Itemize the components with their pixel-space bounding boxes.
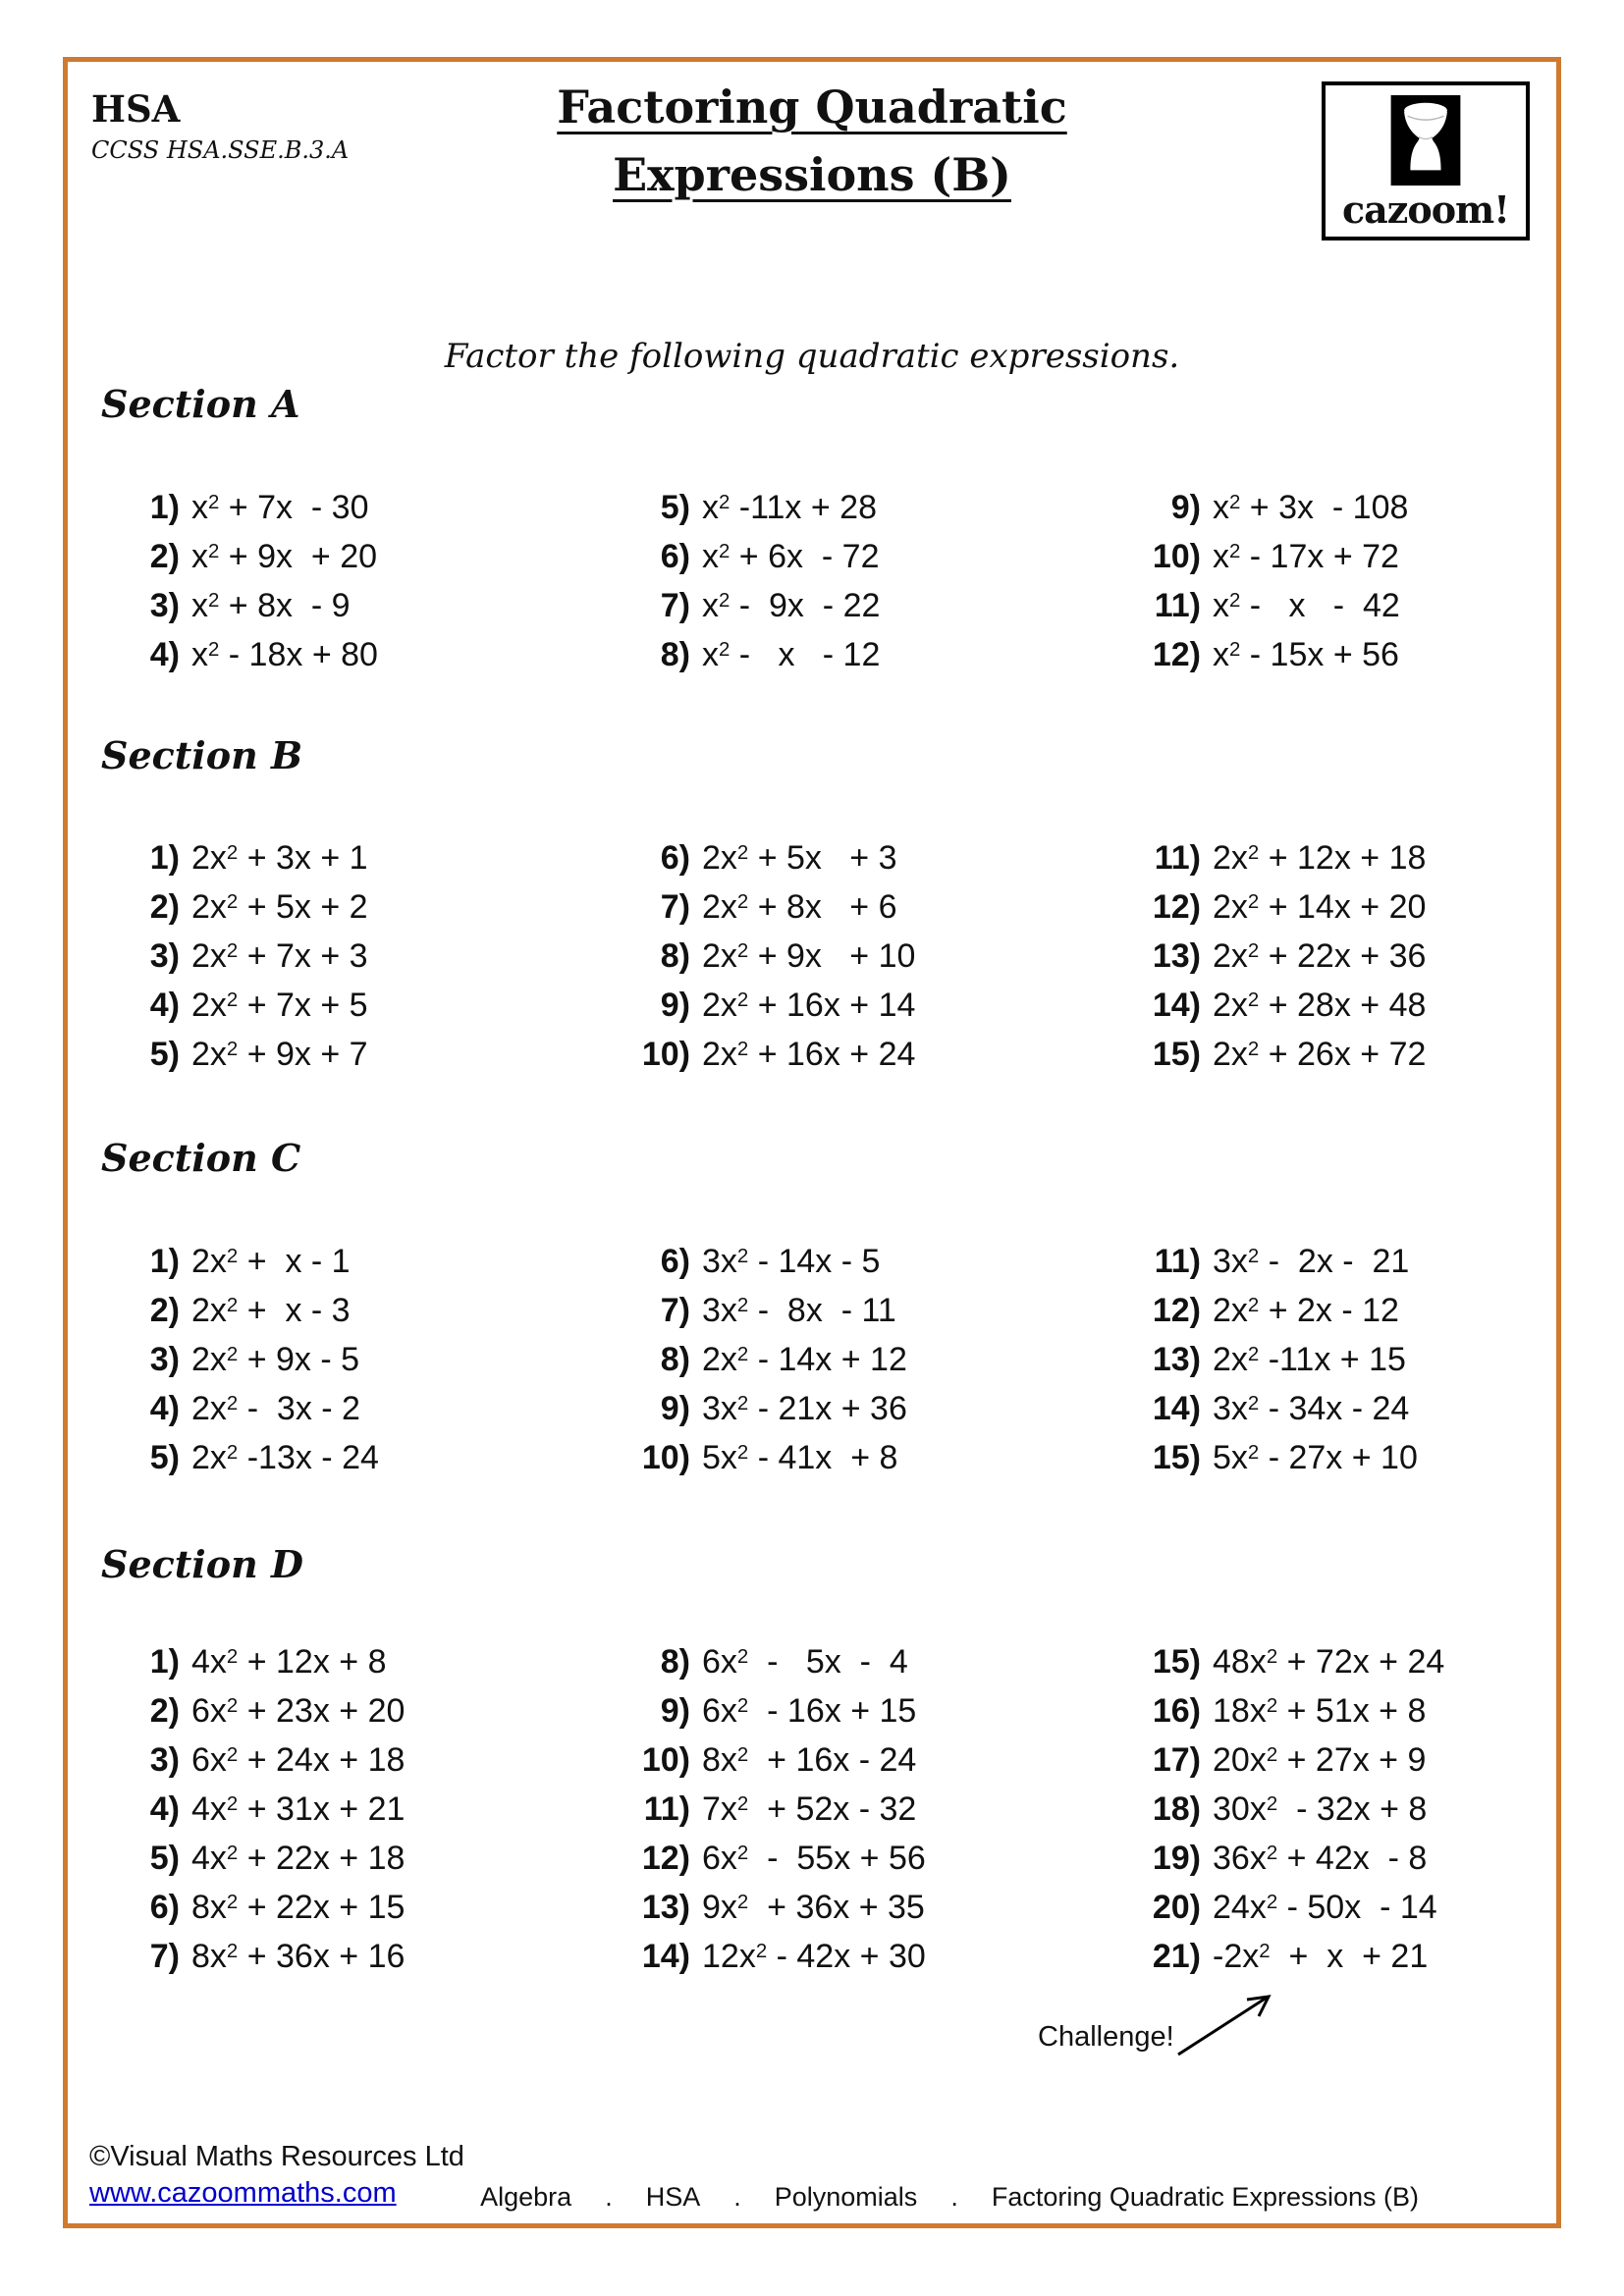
question-item: [1138, 1686, 1560, 1735]
exponent-2: 2: [1247, 1038, 1260, 1060]
question-expression: $3x^2 - 14x - 5$: [702, 1242, 881, 1280]
section-b-label: Section B: [101, 733, 303, 777]
question-item: [1138, 1286, 1560, 1335]
question-item: [117, 1686, 627, 1735]
question-number: 7): [660, 586, 690, 624]
question-item: [1138, 581, 1560, 630]
question-expression: $6x^2 + 24x + 18$: [191, 1740, 406, 1779]
question-item: [627, 1834, 1138, 1883]
question-number: 8): [660, 936, 690, 975]
question-number: 14): [1152, 986, 1201, 1024]
question-expression: $x^2$ -11x + 28: [702, 488, 877, 526]
section-a-label: Section A: [101, 382, 300, 426]
question-item: [627, 483, 1138, 532]
title-line-2: Expressions (B): [613, 148, 1011, 201]
question-number: 5): [149, 1035, 180, 1073]
question-item: [1138, 1433, 1560, 1482]
question-item: [1138, 1932, 1560, 1981]
question-number: 15): [1152, 1642, 1201, 1681]
exponent-2: 2: [1229, 491, 1241, 513]
exponent-2: 2: [719, 491, 731, 513]
question-expression: $8x^2 + 36x + 16$: [191, 1937, 406, 1975]
question-item: [117, 932, 627, 981]
question-item: [627, 1286, 1138, 1335]
question-item: [627, 1384, 1138, 1433]
page-border-frame: [63, 57, 1561, 2228]
exponent-2: 2: [736, 1392, 749, 1415]
question-item: [1138, 483, 1560, 532]
question-item: [117, 483, 627, 532]
exponent-2: 2: [226, 1645, 239, 1668]
question-expression: $8x^2 + 16x - 24$: [702, 1740, 917, 1779]
question-expression: $2x^2 + x - 1$: [191, 1242, 351, 1280]
question-item: [627, 1335, 1138, 1384]
question-item: [117, 1433, 627, 1482]
exponent-2: 2: [736, 1891, 749, 1913]
question-number: 4): [149, 1389, 180, 1427]
question-expression: $2x^2 + 3x + 1$: [191, 838, 368, 877]
exponent-2: 2: [226, 988, 239, 1011]
exponent-2: 2: [736, 1792, 749, 1815]
question-number: 5): [660, 488, 690, 526]
question-item: [627, 932, 1138, 981]
question-number: 10): [641, 1740, 690, 1779]
question-item: [1138, 1785, 1560, 1834]
exponent-2: 2: [226, 1842, 239, 1864]
question-item: [1138, 932, 1560, 981]
question-expression: $6x^2 + 23x + 20$: [191, 1691, 406, 1730]
question-item: [627, 1686, 1138, 1735]
exponent-2: 2: [1247, 1245, 1260, 1267]
question-expression: $x^2 - 9x - 22$: [702, 586, 881, 624]
question-item: [1138, 1384, 1560, 1433]
question-expression: $x^2 + 7x - 30$: [191, 488, 369, 526]
section-a-items: [117, 483, 1560, 679]
question-item: [627, 581, 1138, 630]
question-expression: $x^2 + 9x + 20$: [191, 537, 378, 575]
exponent-2: 2: [1247, 1392, 1260, 1415]
exponent-2: 2: [719, 589, 731, 612]
exponent-2: 2: [736, 1842, 749, 1864]
exponent-2: 2: [208, 540, 220, 562]
exponent-2: 2: [736, 1694, 749, 1717]
question-item: [117, 1932, 627, 1981]
exponent-2: 2: [1229, 589, 1241, 612]
question-number: 1): [149, 488, 180, 526]
exponent-2: 2: [736, 1245, 749, 1267]
question-expression: $2x^2 + 7x + 3$: [191, 936, 368, 975]
question-expression: $18x^2 + 51x + 8$: [1213, 1691, 1427, 1730]
question-item: [1138, 1637, 1560, 1686]
question-item: [117, 532, 627, 581]
exponent-2: 2: [1247, 1441, 1260, 1464]
question-number: 2): [149, 537, 180, 575]
question-expression: $2x^2 + 9x - 5$: [191, 1340, 360, 1378]
exponent-2: 2: [1247, 890, 1260, 913]
exponent-2: 2: [226, 890, 239, 913]
question-number: 10): [1152, 537, 1201, 575]
question-number: 10): [641, 1035, 690, 1073]
question-number: 2): [149, 887, 180, 926]
question-item: [627, 882, 1138, 932]
question-expression: $4x^2 + 31x + 21$: [191, 1789, 406, 1828]
question-number: 3): [149, 1340, 180, 1378]
exponent-2: 2: [226, 1038, 239, 1060]
question-number: 12): [641, 1839, 690, 1877]
question-expression: $2x^2 + 14x + 20$: [1213, 887, 1427, 926]
question-number: 14): [1152, 1389, 1201, 1427]
exponent-2: 2: [736, 1294, 749, 1316]
question-expression: $3x^2 - 34x - 24$: [1213, 1389, 1410, 1427]
exponent-2: 2: [226, 939, 239, 962]
exponent-2: 2: [1247, 1294, 1260, 1316]
website-link[interactable]: www.cazoommaths.com: [89, 2177, 397, 2209]
exponent-2: 2: [1266, 1842, 1278, 1864]
question-expression: $x^2 - 15x + 56$: [1213, 635, 1399, 673]
exponent-2: 2: [226, 1940, 239, 1962]
exponent-2: 2: [208, 638, 220, 661]
question-expression: $2x^2 + 8x + 6$: [702, 887, 897, 926]
exponent-2: 2: [736, 1038, 749, 1060]
question-item: [117, 981, 627, 1030]
question-item: [117, 1286, 627, 1335]
exponent-2: 2: [226, 1891, 239, 1913]
question-expression: $3x^2 - 2x - 21$: [1213, 1242, 1410, 1280]
question-expression: $2x^2 - 14x + 12$: [702, 1340, 907, 1378]
challenge-label: Challenge!: [1038, 2021, 1174, 2053]
question-number: 8): [660, 1642, 690, 1681]
question-expression: $2x^2 + 26x + 72$: [1213, 1035, 1427, 1073]
section-d-items: [117, 1637, 1560, 1981]
question-expression: $9x^2 + 36x + 35$: [702, 1888, 925, 1926]
exponent-2: 2: [226, 1694, 239, 1717]
question-number: 12): [1152, 887, 1201, 926]
question-expression: $2x^2 + 5x + 3$: [702, 838, 897, 877]
question-expression: $2x^2 + 16x + 14$: [702, 986, 916, 1024]
question-expression: $-2x^2 + x + 21$: [1213, 1937, 1429, 1975]
question-item: [117, 1237, 627, 1286]
question-number: 4): [149, 986, 180, 1024]
question-item: [117, 833, 627, 882]
question-expression: $2x^2 + 2x - 12$: [1213, 1291, 1399, 1329]
question-number: 7): [660, 1291, 690, 1329]
question-item: [627, 1932, 1138, 1981]
question-item: [1138, 882, 1560, 932]
question-number: 1): [149, 1242, 180, 1280]
question-item: [627, 1433, 1138, 1482]
exponent-2: 2: [736, 1645, 749, 1668]
question-expression: $6x^2 - 5x - 4$: [702, 1642, 908, 1681]
exponent-2: 2: [226, 1743, 239, 1766]
question-number: 19): [1152, 1839, 1201, 1877]
question-number: 4): [149, 635, 180, 673]
question-item: [627, 1237, 1138, 1286]
section-c-label: Section C: [101, 1136, 301, 1180]
question-number: 6): [660, 1242, 690, 1280]
question-number: 7): [149, 1937, 180, 1975]
question-expression: $2x^2 + 28x + 48$: [1213, 986, 1427, 1024]
question-expression: $2x^2 + 5x + 2$: [191, 887, 368, 926]
exponent-2: 2: [1266, 1792, 1278, 1815]
exponent-2: 2: [226, 1392, 239, 1415]
question-expression: $2x^2 + 16x + 24$: [702, 1035, 916, 1073]
exponent-2: 2: [1266, 1694, 1278, 1717]
question-expression: $6x^2 - 55x + 56$: [702, 1839, 926, 1877]
exponent-2: 2: [226, 1441, 239, 1464]
question-number: 6): [660, 537, 690, 575]
exponent-2: 2: [1247, 939, 1260, 962]
exponent-2: 2: [226, 1294, 239, 1316]
exponent-2: 2: [226, 1343, 239, 1365]
exponent-2: 2: [208, 589, 220, 612]
breadcrumb: [480, 2182, 1419, 2213]
question-expression: $12x^2 - 42x + 30$: [702, 1937, 926, 1975]
question-expression: $x^2 + 3x - 108$: [1213, 488, 1409, 526]
exponent-2: 2: [736, 1441, 749, 1464]
breadcrumb-separator: .: [950, 2182, 958, 2212]
question-number: 2): [149, 1291, 180, 1329]
breadcrumb-separator: .: [733, 2182, 741, 2212]
question-item: [117, 1735, 627, 1785]
question-expression: $3x^2 - 21x + 36$: [702, 1389, 907, 1427]
question-number: 2): [149, 1691, 180, 1730]
question-item: [117, 1030, 627, 1079]
question-expression: $3x^2 - 8x - 11$: [702, 1291, 896, 1329]
question-expression: $x^2 - 18x + 80$: [191, 635, 378, 673]
question-number: 11): [1154, 1242, 1201, 1280]
exponent-2: 2: [719, 540, 731, 562]
question-number: 13): [1152, 936, 1201, 975]
question-item: [627, 532, 1138, 581]
exponent-2: 2: [719, 638, 731, 661]
exponent-2: 2: [736, 890, 749, 913]
question-item: [117, 882, 627, 932]
question-expression: $x^2 - 17x + 72$: [1213, 537, 1399, 575]
question-number: 11): [643, 1789, 690, 1828]
cazoom-logo: [1322, 81, 1530, 240]
breadcrumb-item: HSA: [645, 2182, 701, 2212]
question-item: [627, 630, 1138, 679]
exponent-2: 2: [736, 1343, 749, 1365]
question-expression: $6x^2 - 16x + 15$: [702, 1691, 917, 1730]
question-expression: $x^2 + 8x - 9$: [191, 586, 351, 624]
question-expression: $4x^2 + 12x + 8$: [191, 1642, 387, 1681]
question-number: 9): [660, 1389, 690, 1427]
question-number: 14): [641, 1937, 690, 1975]
question-item: [117, 1883, 627, 1932]
question-number: 18): [1152, 1789, 1201, 1828]
question-expression: $x^2$ - x - 12: [702, 635, 881, 673]
question-item: [1138, 1883, 1560, 1932]
section-c-items: [117, 1237, 1560, 1482]
question-number: 6): [660, 838, 690, 877]
question-item: [117, 1834, 627, 1883]
question-expression: $x^2 + 6x - 72$: [702, 537, 880, 575]
question-item: [627, 1735, 1138, 1785]
challenge-arrow-icon: [1172, 1984, 1288, 2064]
question-item: [1138, 1335, 1560, 1384]
exponent-2: 2: [208, 491, 220, 513]
question-item: [627, 833, 1138, 882]
question-number: 8): [660, 1340, 690, 1378]
question-number: 11): [1154, 838, 1201, 877]
question-expression: $2x^2$ -13x - 24: [191, 1438, 379, 1476]
question-number: 1): [149, 1642, 180, 1681]
question-expression: $x^2$ - x - 42: [1213, 586, 1400, 624]
question-expression: $2x^2$ -11x + 15: [1213, 1340, 1406, 1378]
breadcrumb-item: Algebra: [480, 2182, 572, 2212]
exponent-2: 2: [1229, 638, 1241, 661]
exponent-2: 2: [1229, 540, 1241, 562]
title-line-1: Factoring Quadratic: [557, 80, 1067, 133]
exponent-2: 2: [736, 988, 749, 1011]
question-number: 8): [660, 635, 690, 673]
exponent-2: 2: [1259, 1940, 1271, 1962]
question-number: 3): [149, 586, 180, 624]
question-expression: $8x^2 + 22x + 15$: [191, 1888, 406, 1926]
question-item: [627, 1785, 1138, 1834]
question-item: [117, 1637, 627, 1686]
exponent-2: 2: [736, 841, 749, 864]
breadcrumb-item: Factoring Quadratic Expressions (B): [991, 2182, 1419, 2212]
question-item: [117, 1335, 627, 1384]
exponent-2: 2: [736, 1743, 749, 1766]
question-number: 15): [1152, 1438, 1201, 1476]
question-number: 20): [1152, 1888, 1201, 1926]
question-number: 15): [1152, 1035, 1201, 1073]
section-d-label: Section D: [101, 1542, 303, 1586]
question-number: 7): [660, 887, 690, 926]
question-number: 21): [1152, 1937, 1201, 1975]
question-number: 5): [149, 1839, 180, 1877]
question-number: 9): [1170, 488, 1201, 526]
question-item: [117, 581, 627, 630]
question-number: 9): [660, 1691, 690, 1730]
question-item: [117, 1384, 627, 1433]
question-expression: $48x^2 + 72x + 24$: [1213, 1642, 1445, 1681]
question-expression: $2x^2 + x - 3$: [191, 1291, 351, 1329]
standard-code: CCSS HSA.SSE.B.3.A: [91, 136, 350, 164]
question-item: [1138, 981, 1560, 1030]
question-expression: $4x^2 + 22x + 18$: [191, 1839, 406, 1877]
question-item: [627, 981, 1138, 1030]
question-expression: $2x^2 - 3x - 2$: [191, 1389, 360, 1427]
question-expression: $2x^2 + 9x + 7$: [191, 1035, 368, 1073]
exponent-2: 2: [226, 1792, 239, 1815]
question-item: [1138, 630, 1560, 679]
question-expression: $36x^2 + 42x - 8$: [1213, 1839, 1428, 1877]
question-number: 9): [660, 986, 690, 1024]
question-item: [1138, 1834, 1560, 1883]
question-item: [627, 1030, 1138, 1079]
question-expression: $5x^2 - 41x + 8$: [702, 1438, 898, 1476]
breadcrumb-separator: .: [605, 2182, 613, 2212]
cazoom-logo-text: cazoom!: [1342, 187, 1509, 232]
question-number: 6): [149, 1888, 180, 1926]
question-item: [1138, 532, 1560, 581]
question-expression: $20x^2 + 27x + 9$: [1213, 1740, 1427, 1779]
breadcrumb-item: Polynomials: [774, 2182, 918, 2212]
exponent-2: 2: [1266, 1743, 1278, 1766]
question-number: 10): [641, 1438, 690, 1476]
question-item: [627, 1637, 1138, 1686]
question-item: [117, 1785, 627, 1834]
question-expression: $5x^2 - 27x + 10$: [1213, 1438, 1418, 1476]
question-item: [1138, 833, 1560, 882]
instructions-text: Factor the following quadratic expressions.: [444, 337, 1180, 376]
exponent-2: 2: [226, 1245, 239, 1267]
question-expression: $2x^2 + 9x + 10$: [702, 936, 916, 975]
question-expression: $2x^2 + 12x + 18$: [1213, 838, 1427, 877]
copyright-text: ©Visual Maths Resources Ltd: [89, 2141, 464, 2172]
exponent-2: 2: [1266, 1645, 1278, 1668]
question-item: [1138, 1237, 1560, 1286]
question-expression: $2x^2 + 7x + 5$: [191, 986, 368, 1024]
question-expression: $7x^2 + 52x - 32$: [702, 1789, 917, 1828]
question-item: [1138, 1030, 1560, 1079]
question-expression: $2x^2 + 22x + 36$: [1213, 936, 1427, 975]
question-item: [117, 630, 627, 679]
question-number: 3): [149, 1740, 180, 1779]
question-item: [1138, 1735, 1560, 1785]
exponent-2: 2: [226, 841, 239, 864]
exponent-2: 2: [1247, 1343, 1260, 1365]
question-number: 13): [641, 1888, 690, 1926]
question-item: [627, 1883, 1138, 1932]
course-code: HSA: [91, 87, 181, 131]
exponent-2: 2: [736, 939, 749, 962]
question-number: 5): [149, 1438, 180, 1476]
exponent-2: 2: [755, 1940, 768, 1962]
question-expression: $24x^2 - 50x - 14$: [1213, 1888, 1437, 1926]
exponent-2: 2: [1247, 988, 1260, 1011]
cazoom-drum-icon: [1385, 95, 1466, 186]
question-number: 11): [1154, 586, 1201, 624]
question-number: 12): [1152, 1291, 1201, 1329]
question-number: 16): [1152, 1691, 1201, 1730]
question-number: 17): [1152, 1740, 1201, 1779]
section-b-items: [117, 833, 1560, 1079]
question-number: 12): [1152, 635, 1201, 673]
question-expression: $30x^2 - 32x + 8$: [1213, 1789, 1428, 1828]
question-number: 13): [1152, 1340, 1201, 1378]
question-number: 1): [149, 838, 180, 877]
exponent-2: 2: [1266, 1891, 1278, 1913]
exponent-2: 2: [1247, 841, 1260, 864]
question-number: 3): [149, 936, 180, 975]
question-number: 4): [149, 1789, 180, 1828]
